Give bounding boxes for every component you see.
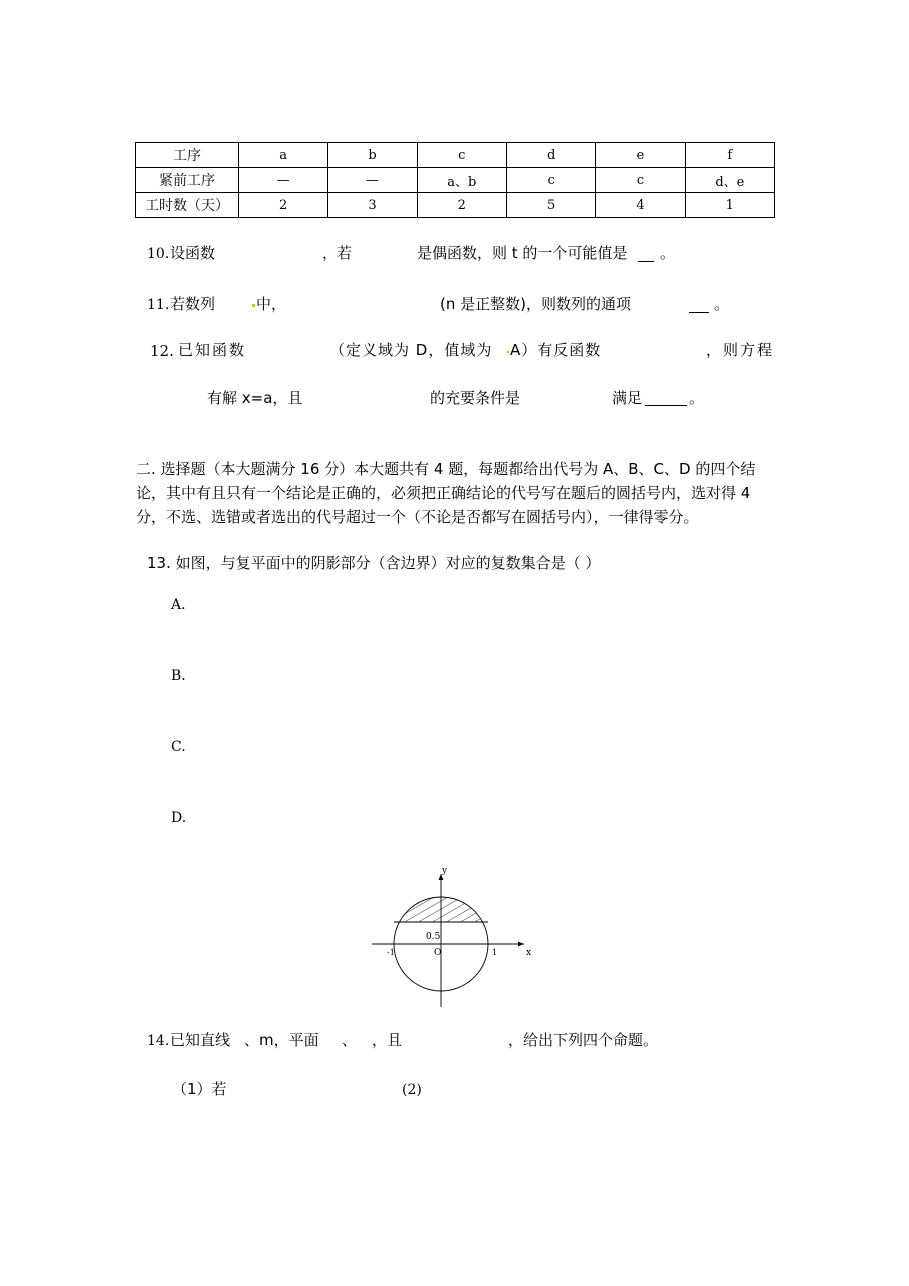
table-cell: —	[239, 168, 328, 193]
table-row	[136, 168, 775, 193]
question-text: 中，	[256, 295, 287, 313]
table-cell: a、b	[417, 168, 506, 193]
question-text: ，且	[372, 1031, 403, 1049]
option-a-label: A.	[171, 597, 186, 613]
question-text: ，给出下列四个命题。	[508, 1031, 659, 1049]
table-cell: —	[328, 168, 417, 193]
y-axis-label: y	[442, 866, 448, 876]
question-text: 13. 如图，与复平面中的阴影部分（含边界）对应的复数集合是（ ）	[147, 554, 601, 572]
table-row	[136, 193, 775, 218]
question-text: ，则方程	[706, 341, 775, 359]
complex-plane-figure	[368, 862, 538, 1012]
table-cell: a	[239, 143, 328, 168]
proposition-1: （1）若	[172, 1080, 227, 1098]
table-cell: 4	[596, 193, 685, 218]
question-text: 有解 x=a，且	[207, 389, 303, 407]
question-text: 。	[714, 295, 730, 313]
option-c-label: C.	[171, 739, 186, 755]
question-text: 的充要条件是	[430, 389, 521, 407]
table-cell: 5	[506, 193, 595, 218]
half-label: 0.5	[426, 932, 441, 942]
question-text: 是偶函数，则 t 的一个可能值是	[417, 244, 628, 262]
table-cell: 3	[328, 193, 417, 218]
option-d-label: D.	[171, 810, 187, 826]
table-cell: 2	[417, 193, 506, 218]
question-text: 设函数	[170, 244, 216, 262]
table-cell: d	[506, 143, 595, 168]
question-text: 满足	[612, 389, 643, 407]
table-cell: 紧前工序	[136, 168, 239, 193]
one-label: 1	[492, 948, 498, 957]
table-cell: c	[417, 143, 506, 168]
table-cell: 工时数（天）	[136, 193, 239, 218]
question-text: （定义域为 D，值域为	[330, 341, 493, 359]
x-axis-arrow-icon	[518, 942, 524, 947]
question-number: 10.	[147, 246, 170, 262]
question-number: 11.	[147, 297, 170, 313]
question-text: 、m，平面	[244, 1031, 319, 1049]
question-text: 、	[342, 1031, 358, 1049]
shaded-region	[388, 892, 498, 922]
table-cell: c	[506, 168, 595, 193]
process-table	[135, 142, 775, 218]
option-b-label: B.	[171, 668, 186, 684]
dot-mark	[507, 351, 509, 353]
table-cell: 1	[685, 193, 774, 218]
answer-blank	[689, 300, 709, 313]
table-row	[136, 143, 775, 168]
question-number: 14.	[147, 1033, 170, 1049]
question-text: ，若	[322, 244, 353, 262]
answer-blank	[645, 393, 687, 406]
origin-label: O	[434, 948, 442, 958]
table-cell: f	[685, 143, 774, 168]
answer-blank	[638, 249, 654, 262]
question-text: 。	[689, 389, 705, 407]
table-cell: 2	[239, 193, 328, 218]
question-text: A）有反函数	[510, 341, 602, 359]
question-text: (n 是正整数)，则数列的通项	[440, 295, 631, 313]
question-text: 若数列	[170, 295, 216, 313]
question-text: 已知直线	[170, 1031, 231, 1049]
table-cell: c	[596, 168, 685, 193]
table-cell: d、e	[685, 168, 774, 193]
section-2-instructions: 二. 选择题（本大题满分 16 分）本大题共有 4 题，每题都给出代号为 A、B、C、D 的四个结论，其中有且只有一个结论是正确的，必须把正确结论的代号写在题后的圆括号内，选对得 4 分，不选、选错或者选出的代号超过一个（不论是否都写在圆括号内），一律得零分。	[136, 460, 756, 526]
proposition-2: (2)	[402, 1082, 422, 1098]
question-text: 。	[660, 244, 676, 262]
x-axis-label: x	[526, 948, 532, 958]
table-cell: b	[328, 143, 417, 168]
question-text: 已知函数	[178, 341, 247, 359]
table-cell: e	[596, 143, 685, 168]
question-number: 12.	[150, 342, 174, 360]
dot-mark	[252, 304, 255, 307]
table-cell: 工序	[136, 143, 239, 168]
neg-one-label: -1	[387, 948, 395, 957]
